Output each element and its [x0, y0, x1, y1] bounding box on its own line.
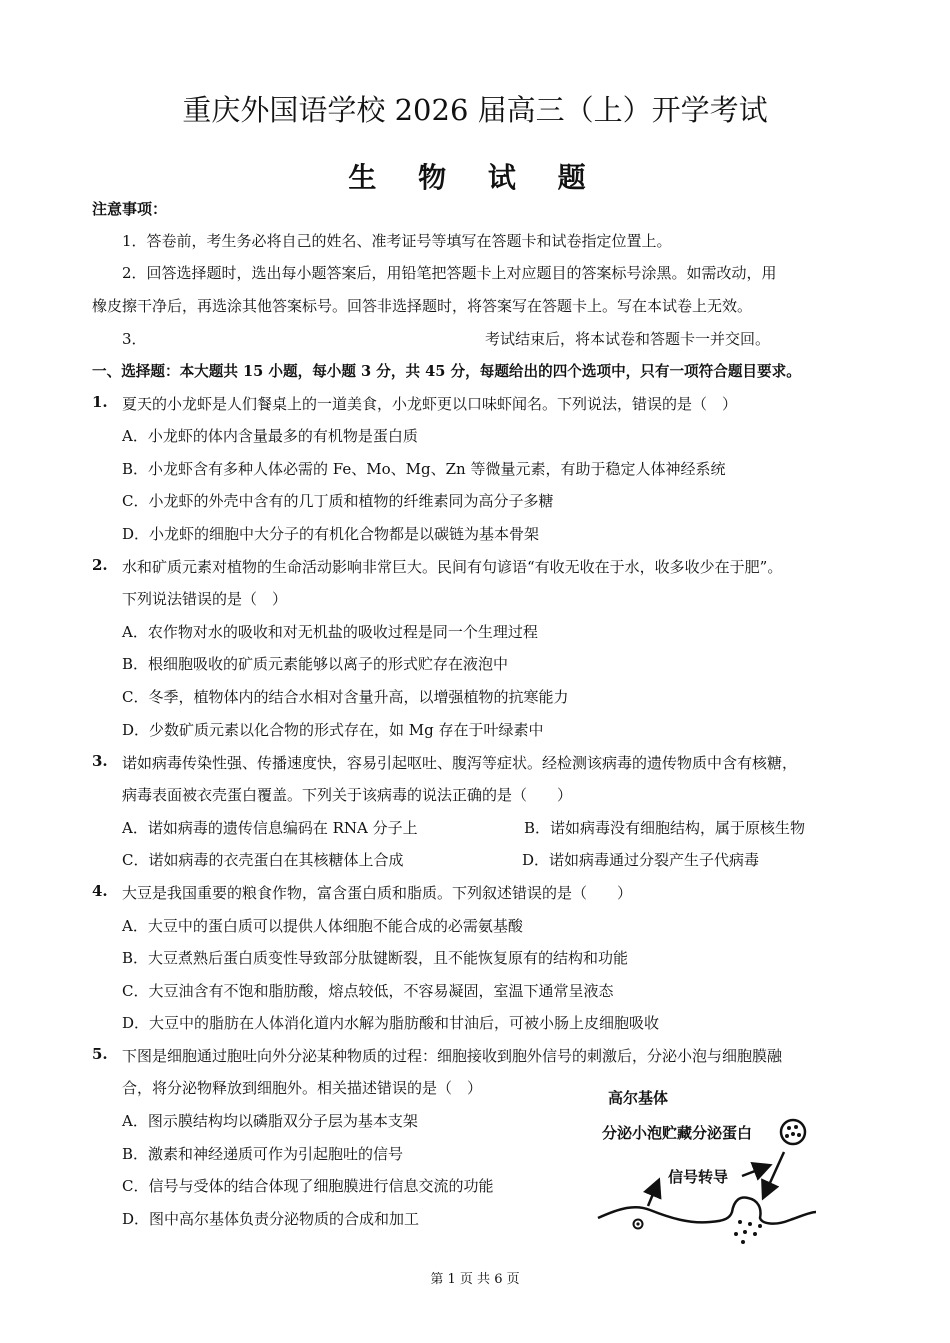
question-1-option-b: B．小龙虾含有多种人体必需的 Fe、Mo、Mg、Zn 等微量元素，有助于稳定人体神经系统 [122, 460, 726, 478]
question-4-number: 4. [92, 882, 108, 900]
question-5-option-b: B．激素和神经递质可作为引起胞吐的信号 [122, 1145, 404, 1163]
question-1-option-a: A．小龙虾的体内含量最多的有机物是蛋白质 [122, 427, 418, 445]
notice-item-3-number: 3． [122, 330, 147, 348]
signal-arrow-up-icon [648, 1182, 658, 1206]
question-3-option-d: D．诺如病毒通过分裂产生子代病毒 [522, 851, 760, 869]
question-3-number: 3. [92, 752, 108, 770]
notice-item-3-text: 考试结束后，将本试卷和答题卡一并交回。 [485, 330, 771, 348]
question-2-option-a: A．农作物对水的吸收和对无机盐的吸收过程是同一个生理过程 [122, 623, 538, 641]
question-5-option-a: A．图示膜结构均以磷脂双分子层为基本支架 [122, 1112, 418, 1130]
question-2-stem-line-1: 水和矿质元素对植物的生命活动影响非常巨大。民间有句谚语“有收无收在于水，收多收少在于肥”。 [122, 558, 783, 576]
vesicle-arrow-icon [764, 1152, 784, 1196]
secretion-dots-icon [734, 1220, 762, 1244]
notice-heading: 注意事项： [92, 200, 168, 218]
page-footer: 第 1 页 共 6 页 [430, 1272, 520, 1287]
question-3-option-b: B．诺如病毒没有细胞结构，属于原核生物 [524, 819, 806, 837]
question-2-option-c: C．冬季，植物体内的结合水相对含量升高，以增强植物的抗寒能力 [122, 688, 569, 706]
notice-item-2-line-1: 2．回答选择题时，选出每小题答案后，用铅笔把答题卡上对应题目的答案标号涂黑。如需改动，用 [122, 264, 777, 282]
question-1-option-c: C．小龙虾的外壳中含有的几丁质和植物的纤维素同为高分子多糖 [122, 492, 554, 510]
vesicle-icon [781, 1120, 805, 1144]
cell-membrane-line [598, 1198, 816, 1224]
question-1-option-d: D．小龙虾的细胞中大分子的有机化合物都是以碳链为基本骨架 [122, 525, 540, 543]
question-3-stem-line-1: 诺如病毒传染性强、传播速度快，容易引起呕吐、腹泻等症状。经检测该病毒的遗传物质中含有核糖， [122, 754, 798, 772]
question-4-option-c: C．大豆油含有不饱和脂肪酸，熔点较低，不容易凝固，室温下通常呈液态 [122, 982, 614, 1000]
figure-label-golgi: 高尔基体 [608, 1089, 669, 1107]
question-4-option-d: D．大豆中的脂肪在人体消化道内水解为脂肪酸和甘油后，可被小肠上皮细胞吸收 [122, 1014, 660, 1032]
question-2-stem-line-2: 下列说法错误的是（ ） [122, 590, 288, 608]
question-5-option-c: C．信号与受体的结合体现了细胞膜进行信息交流的功能 [122, 1177, 494, 1195]
receptor-core-icon [636, 1222, 639, 1225]
question-5-number: 5. [92, 1045, 108, 1063]
section-heading: 一、选择题：本大题共 15 小题，每小题 3 分，共 45 分，每题给出的四个选项中，只有一项符合题目要求。 [92, 363, 801, 380]
question-1-stem: 夏天的小龙虾是人们餐桌上的一道美食，小龙虾更以口味虾闻名。下列说法，错误的是（ ） [122, 395, 738, 413]
page-subtitle: 生 物 试 题 [348, 161, 602, 194]
question-5-stem-line-2: 合，将分泌物释放到细胞外。相关描述错误的是（ ） [122, 1079, 483, 1097]
question-4-option-a: A．大豆中的蛋白质可以提供人体细胞不能合成的必需氨基酸 [122, 917, 523, 935]
notice-item-1: 1．答卷前，考生务必将自己的姓名、准考证号等填写在答题卡和试卷指定位置上。 [122, 232, 672, 250]
question-3-option-c: C．诺如病毒的衣壳蛋白在其核糖体上合成 [122, 851, 404, 869]
question-4-stem: 大豆是我国重要的粮食作物，富含蛋白质和脂质。下列叙述错误的是（ ） [122, 884, 633, 902]
figure-label-signal: 信号转导 [668, 1168, 729, 1186]
question-3-option-a: A．诺如病毒的遗传信息编码在 RNA 分子上 [122, 819, 418, 837]
question-3-stem-line-2: 病毒表面被衣壳蛋白覆盖。下列关于该病毒的说法正确的是（ ） [122, 786, 573, 804]
question-1-number: 1. [92, 393, 108, 411]
page-title: 重庆外国语学校 2026 届高三（上）开学考试 [182, 93, 768, 127]
question-4-option-b: B．大豆煮熟后蛋白质变性导致部分肽键断裂，且不能恢复原有的结构和功能 [122, 949, 629, 967]
question-5-stem-line-1: 下图是细胞通过胞吐向外分泌某种物质的过程：细胞接收到胞外信号的刺激后，分泌小泡与细胞膜融 [122, 1047, 783, 1065]
notice-item-2-line-2: 橡皮擦干净后，再选涂其他答案标号。回答非选择题时，将答案写在答题卡上。写在本试卷上无效。 [92, 297, 753, 315]
question-2-option-d: D．少数矿质元素以化合物的形式存在，如 Mg 存在于叶绿素中 [122, 721, 544, 739]
figure-label-vesicle: 分泌小泡贮藏分泌蛋白 [602, 1124, 753, 1142]
exocytosis-diagram [590, 1100, 820, 1260]
question-2-number: 2. [92, 556, 108, 574]
question-2-option-b: B．根细胞吸收的矿质元素能够以离子的形式贮存在液泡中 [122, 655, 509, 673]
signal-arrow-right-icon [742, 1166, 768, 1176]
question-5-option-d: D．图中高尔基体负责分泌物质的合成和加工 [122, 1210, 420, 1228]
